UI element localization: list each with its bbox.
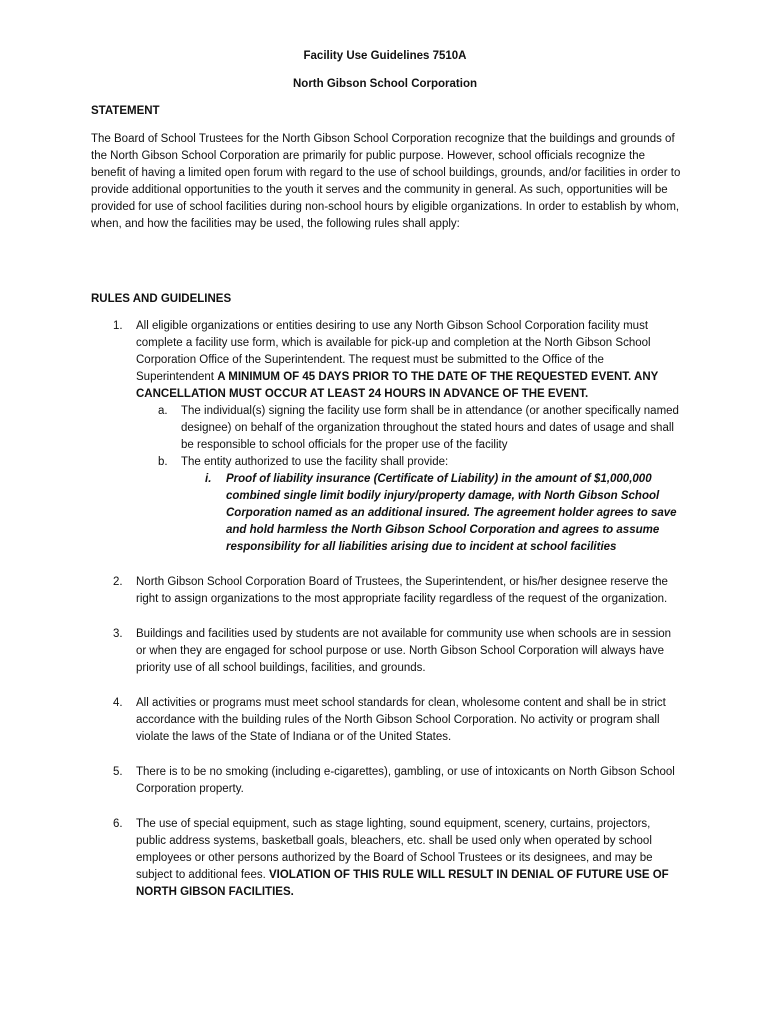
rule-item-6: [91, 816, 681, 901]
rule-text: All activities or programs must meet school standards for clean, wholesome content and shall be in strict accordance with the building rules of the North Gibson School Corporation. No activity or program shall violate the laws of the State of Indiana or of the United States.: [136, 697, 666, 743]
rules-heading: RULES AND GUIDELINES: [91, 293, 232, 305]
rule-item-2: [91, 574, 681, 608]
rule-subsubitem-i: [181, 471, 681, 556]
rule-number: 1.: [113, 320, 123, 332]
rule-text: All eligible organizations or entities desiring to use any North Gibson School Corporation facility must complete a facility use form, which is available for pick-up and completion at the North Gibson School Corporation Office of the Superintendent. The request must be submitted to the Office of the Superintendent: [136, 320, 651, 383]
rule-subitem-b: [136, 454, 681, 556]
rule-item-4: [91, 695, 681, 746]
subitem-text: The entity authorized to use the facility shall provide:: [181, 456, 449, 468]
document-title: Facility Use Guidelines 7510A: [303, 50, 467, 62]
rule-text: There is to be no smoking (including e-cigarettes), gambling, or use of intoxicants on North Gibson School Corporation property.: [136, 766, 675, 795]
rule-subitem-a: [136, 403, 681, 454]
rule-item-5: [91, 764, 681, 798]
rules-list: [91, 318, 681, 919]
rule-subsublist: [181, 471, 681, 556]
rule-emphasis: VIOLATION OF THIS RULE WILL RESULT IN DENIAL OF FUTURE USE OF NORTH GIBSON FACILITIES.: [136, 869, 669, 898]
subitem-letter: a.: [158, 405, 168, 417]
statement-heading: STATEMENT: [91, 105, 160, 117]
subitem-text: The individual(s) signing the facility use form shall be in attendance (or another specifically named designee) on behalf of the organization throughout the stated hours and dates of usage and shall be responsible to school officials for the proper use of the facility: [181, 405, 679, 451]
rule-text: The use of special equipment, such as stage lighting, sound equipment, scenery, curtains, projectors, public address systems, basketball goals, bleachers, etc. shall be used only when operated by school employees or other persons authorized by the Board of School Trustees or its designees, and may be subject to additional fees.: [136, 818, 653, 881]
rule-item-3: [91, 626, 681, 677]
subsubitem-numeral: i.: [205, 473, 212, 485]
rule-item-1: [91, 318, 681, 556]
rule-text: North Gibson School Corporation Board of Trustees, the Superintendent, or his/her designee reserve the right to assign organizations to the most appropriate facility regardless of the request of the organization.: [136, 576, 668, 605]
rule-sublist: [136, 403, 681, 556]
subsubitem-text: Proof of liability insurance (Certificate of Liability) in the amount of $1,000,000 combined single limit bodily injury/property damage, with North Gibson School Corporation named as an additional insured. The agreement holder agrees to save and hold harmless the North Gibson School Corporation and agrees to assume responsibility for all liabilities arising due to incident at school facilities: [226, 473, 677, 553]
rule-number: 5.: [113, 766, 123, 778]
rule-number: 3.: [113, 628, 123, 640]
rule-number: 2.: [113, 576, 123, 588]
rule-number: 6.: [113, 818, 123, 830]
rule-emphasis: A MINIMUM OF 45 DAYS PRIOR TO THE DATE OF THE REQUESTED EVENT. ANY CANCELLATION MUST OCCUR AT LEAST 24 HOURS IN ADVANCE OF THE EVENT.: [136, 371, 659, 400]
subitem-letter: b.: [158, 456, 168, 468]
document-subtitle: North Gibson School Corporation: [293, 78, 477, 90]
statement-paragraph: The Board of School Trustees for the North Gibson School Corporation recognize that the buildings and grounds of the North Gibson School Corporation are primarily for public purpose. However, school officials recognize the benefit of having a limited open forum with regard to the use of school buildings, grounds, and/or facilities in order to provide additional opportunities to the youth it serves and the community in general. As such, opportunities will be provided for use of school facilities during non-school hours by eligible organizations. In order to establish by whom, when, and how the facilities may be used, the following rules shall apply:: [91, 133, 681, 230]
rule-number: 4.: [113, 697, 123, 709]
rule-text: Buildings and facilities used by students are not available for community use when schools are in session or when they are engaged for school purpose or use. North Gibson School Corporation will always have priority use of all school buildings, facilities, and grounds.: [136, 628, 672, 674]
